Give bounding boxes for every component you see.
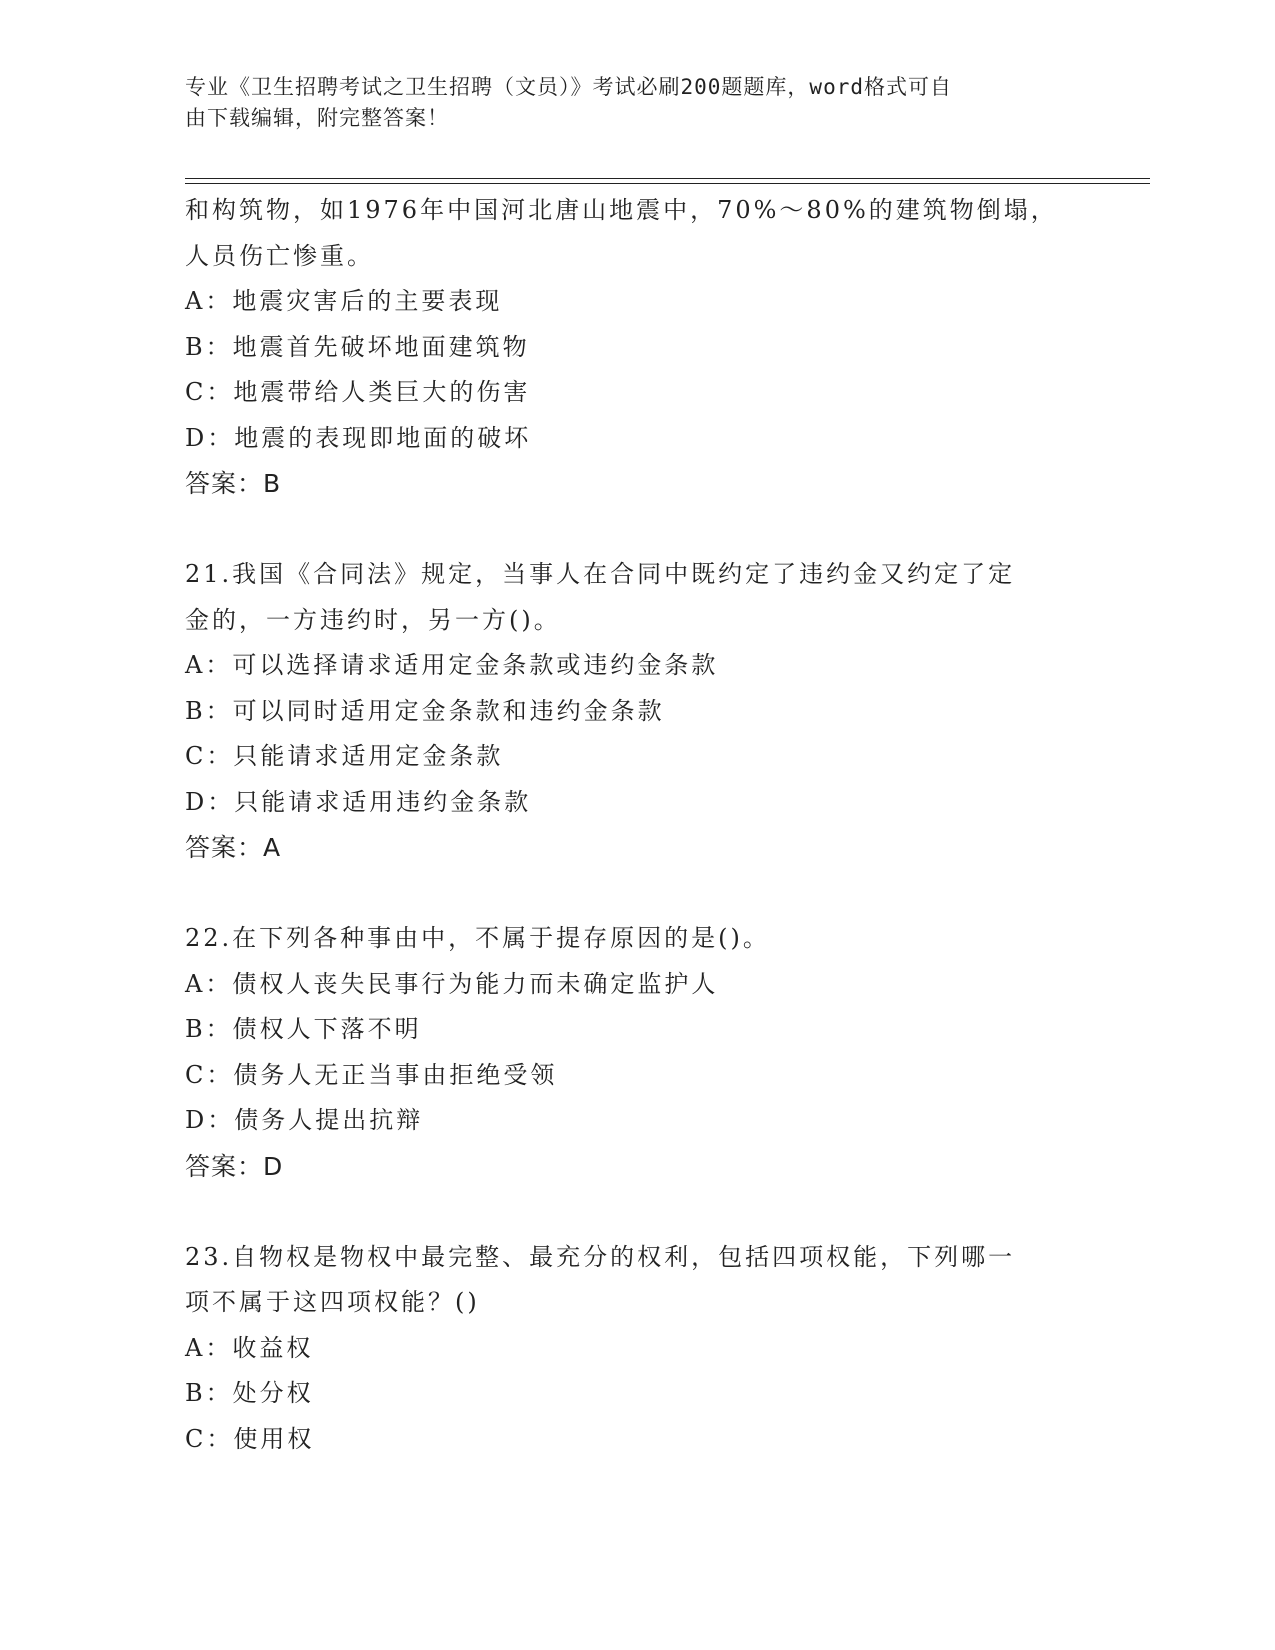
option-d: D：只能请求适用违约金条款: [185, 787, 532, 816]
answer-label: 答案：D: [185, 1151, 284, 1181]
header-line-2: 由下载编辑，附完整答案！: [185, 106, 449, 130]
question-23: [185, 1235, 1085, 1463]
header-divider-bottom: [185, 183, 1150, 184]
option-b: B：债权人下落不明: [185, 1015, 422, 1043]
option-d: D：地震的表现即地面的破坏: [185, 423, 532, 452]
header-line-1: 专业《卫生招聘考试之卫生招聘（文员）》考试必刷200题题库，word格式可自: [185, 75, 952, 99]
option-b: B：处分权: [185, 1379, 314, 1407]
question-stem-line: 23.自物权是物权中最完整、最充分的权利，包括四项权能，下列哪一: [185, 1242, 1016, 1271]
option-b: B：地震首先破坏地面建筑物: [185, 332, 530, 361]
question-21: [185, 552, 1085, 871]
option-c: C：只能请求适用定金条款: [185, 742, 504, 770]
option-a: A：债权人丧失民事行为能力而未确定监护人: [185, 969, 719, 998]
header-divider-top: [185, 178, 1150, 179]
question-stem-line: 和构筑物，如1976年中国河北唐山地震中，70%～80%的建筑物倒塌，: [185, 196, 1058, 224]
option-d: D：债务人提出抗辩: [185, 1106, 424, 1134]
question-stem-line: 金的，一方违约时，另一方()。: [185, 605, 561, 634]
question-stem-line: 21.我国《合同法》规定，当事人在合同中既约定了违约金又约定了定: [185, 560, 1016, 588]
question-20-continued: [185, 188, 1085, 507]
option-b: B：可以同时适用定金条款和违约金条款: [185, 696, 665, 725]
spacer: [185, 507, 1085, 553]
option-c: C：债务人无正当事由拒绝受领: [185, 1060, 558, 1089]
spacer: [185, 871, 1085, 917]
answer-label: 答案：A: [185, 833, 282, 862]
question-22: [185, 916, 1085, 1189]
option-c: C：使用权: [185, 1424, 315, 1453]
option-c: C：地震带给人类巨大的伤害: [185, 378, 531, 406]
question-stem-line: 22.在下列各种事由中，不属于提存原因的是()。: [185, 924, 770, 952]
option-a: A：地震灾害后的主要表现: [185, 287, 503, 315]
question-stem-line: 人员伤亡惨重。: [185, 241, 374, 270]
option-a: A：收益权: [185, 1333, 314, 1362]
spacer: [185, 1189, 1085, 1235]
answer-label: 答案：B: [185, 469, 282, 498]
document-header: [185, 72, 1065, 134]
option-a: A：可以选择请求适用定金条款或违约金条款: [185, 651, 719, 679]
question-stem-line: 项不属于这四项权能？(): [185, 1288, 480, 1316]
document-body: [185, 188, 1085, 1462]
